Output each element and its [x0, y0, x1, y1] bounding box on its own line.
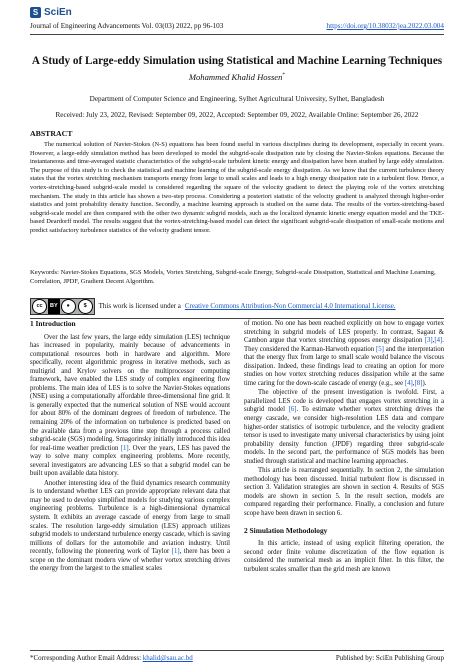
article-dates: Received: July 23, 2022, Revised: September 09, 2022, Accepted: September 09, 2022, Available Online: September 26, 2022 — [55, 111, 419, 119]
page-footer — [30, 654, 444, 662]
methodology-paragraph-1: In this article, instead of using explicit filtering operation, the second order finite volume discretization of the flow equation is considered the numerical mesh as an implicit filter. In this filter, the turbulent scales smaller than the grid mesh are known — [244, 540, 444, 573]
citation-ref[interactable]: [1] — [171, 548, 180, 556]
logo-text: SciEn — [44, 7, 72, 18]
intro-paragraph-2 — [30, 480, 230, 574]
keywords — [30, 268, 444, 286]
citation-ref[interactable]: [5] — [375, 345, 384, 353]
text-run: ). — [422, 379, 427, 387]
abstract-heading: ABSTRACT — [30, 129, 73, 138]
journal-citation: Journal of Engineering Advancements Vol. 03(03) 2022, pp 96-103 — [30, 22, 224, 30]
keywords-list: Navier-Stokes Equations, SGS Models, Vortex Stretching, Subgrid-scale Energy, Subgrid-scale Dissipation, Statistical and Machine Learning, Correlation, JPDF, Gradient Decent Algorithm. — [30, 269, 436, 285]
intro-paragraph-1 — [30, 334, 230, 479]
corresponding-author — [30, 654, 193, 662]
intro-paragraph-continued — [244, 320, 444, 388]
text-run: , — [412, 379, 415, 387]
text-run: Over the last few years, the large eddy simulation (LES) technique has increased in popularity, mainly because of advancements in computational resources both in hardware and algorithm. More specifically, recent algorithmic progress in iterative methods, such as multigrid and Krylov solvers on the multiprocessor computing framework, have enabled the LES study of complex engineering flow problems. The main idea of LES is to solve the Navier-Stokes equations (NSE) using a computationally affordable three-dimensional fine grid. It is generally expected that the numerical solution of NSE would account for about 80% of the dominant degrees of freedom of turbulence. The remaining 20% of the information on turbulence is predicted based on the available data from a previous time step through a process called subgrid-scale (SGS) modeling. Smagorinsky initially introduced this idea for real-time weather prediction — [30, 333, 230, 452]
citation-ref[interactable]: [1] — [120, 444, 129, 452]
affiliation: Department of Computer Science and Engineering, Sylhet Agricultural University, Sylhet, Bangladesh — [89, 95, 385, 103]
text-run: Another interesting idea of the fluid dynamics research community is to understand whether LES can provide appropriate relevant data that may be used to develop simplified models for studying various complex engineering problems. Turbulence is a high-dimensional dynamical system. It exhibits an average cascade of energy from large to small scales. The resolution large-eddy simulation (LES) approach utilizes subgrid models to understand turbulence energy cascade, which is saving millions of dollars for the automobile and aviation industry. Until recently, following the pioneering work of Taylor — [30, 479, 230, 556]
right-column — [244, 320, 444, 575]
author-mark: * — [282, 72, 286, 79]
citation-ref[interactable]: [6] — [288, 406, 297, 414]
journal-header — [30, 22, 444, 33]
license-divider — [30, 318, 444, 319]
header-divider — [30, 34, 444, 35]
keywords-label: Keywords: — [30, 269, 59, 276]
cc-by-label: BY — [48, 299, 60, 314]
license-text: This work is licensed under a — [98, 302, 181, 310]
author-line — [30, 72, 444, 82]
text-run: , there has been a scope on the dominant modern view of whether vortex stretching drives the energy from the largest to the smallest scales — [30, 548, 230, 573]
text-run: , — [432, 337, 435, 345]
license-row — [30, 296, 444, 316]
citation-ref[interactable]: [8] — [414, 379, 423, 387]
paper-title: A Study of Large-eddy Simulation using Statistical and Machine Learning Techniques — [31, 55, 443, 67]
publisher-logo — [30, 7, 72, 18]
intro-paragraph-3 — [244, 389, 444, 466]
citation-ref[interactable]: [4] — [404, 379, 413, 387]
cc-license-badge-icon[interactable] — [30, 298, 95, 315]
citation-ref[interactable]: [4] — [434, 337, 443, 345]
footer-divider — [30, 650, 444, 651]
introduction-heading: 1 Introduction — [30, 319, 76, 328]
methodology-heading: 2 Simulation Methodology — [244, 525, 328, 535]
author-name: Mohammed Khalid Hossen — [188, 72, 283, 82]
noncommercial-icon: $ — [78, 299, 93, 314]
left-column — [30, 320, 230, 575]
abstract-text: The numerical solution of Navier-Stokes (N-S) equations has been found useful in various disciplines during its development, especially in recent years. However, a large-eddy simulation method has been developed to model the subgrid-scale dissipation rate by closing the Navier-Stokes equations. Because the instantaneous and time-averaged statistic characteristics of the subgrid-scale turbulent kinetic energy and dissipation have been studied by large eddy simulation. The purpose of this study is to check the statistical and machine learning of the subgrid-scale energy dissipation. As we know that the current turbulence theory states that the vortex stretching mechanism transports energy from large to small scales and leads to a high energy dissipation rate in a turbulent flow. Hence, a vortex-stretching-based subgrid-scale model is considered regarding the square of the velocity gradient to detect the playing role of the vortex stretching mechanism. The study in this article has shown a two-step process. Considering a posteriori statistic of the velocity gradient is analyzed through higher-order statistics and joint probability density function. Secondly, a machine learning approach is studied on the same data. The results of the vortex-stretching-based subgrid-scale model are then compared with the other two dynamic subgrid models, such as the localized dynamic kinetic energy equation model and the TKE-based Deardorff model. The results suggest that the vortex-stretching-based model can detect the significant subgrid-scale dissipation of small-scale motions and predict satisfactory turbulence statistics of the velocity gradient tensor. — [30, 141, 444, 234]
text-run: of motion. No one has been reached explicitly on how to engage vortex stretching in subgrid models of LES properly. In contrast, Sagaut & Cambon argue that vortex stretching opposes energy dissipation — [244, 320, 444, 345]
cc-icon: cc — [32, 299, 47, 314]
text-run: The objective of the present investigation is twofold. First, a parallelized LES code is developed that engages vortex stretching in a subgrid model — [244, 389, 444, 414]
text-run: . Over the years, LES has paved the way to solve many complex engineering problems. More recently, several investigators are advancing LES so that a subgrid model can be built upon available data history. — [30, 444, 230, 478]
citation-ref[interactable]: [3] — [424, 337, 433, 345]
text-run: . To estimate whether vortex stretching drives the energy cascade, we consider high-resolution LES data and compare higher-order statistics of isotropic turbulence, and the velocity gradient tensor is used to investigate many universal characteristics by using joint probability density function (JPDF) regarding three subgrid-scale models. In the second part, the performance of SGS models has been studied through statistical and machine learning approaches. — [244, 406, 445, 465]
text-run: . They considered the Karman-Harwoth equation — [244, 337, 444, 353]
sciEn-logo-icon: S — [30, 7, 41, 18]
author-email-link[interactable]: khalid@sau.ac.bd — [142, 654, 193, 662]
intro-paragraph-4: This article is rearranged sequentially. In section 2, the simulation methodology has been discussed. Initial turbulent flow is discussed in section 3. Validation strategies are shown in section 4. Results of SGS models are shown in section 5. In the result section, models are compared regarding their performance. Finally, a conclusion and future scope have been drawn in section 6. — [244, 467, 444, 518]
text-run: and the interpretation that the energy flux from large to small scale would balance the viscous dissipation. Indeed, these findings lead to creating an option for more studies on how vortex stretching reduces dissipation while at the same time caring for the down-scale cascade of energy (e.g., see — [244, 345, 444, 387]
corresponding-label: *Corresponding Author Email Address: — [30, 654, 142, 662]
publisher-credit: Published by: SciEn Publishing Group — [335, 654, 444, 662]
doi-link[interactable]: https://doi.org/10.38032/jea.2022.03.004 — [326, 22, 444, 30]
license-link[interactable]: Creative Commons Attribution-Non Commercial 4.0 International License. — [184, 302, 396, 310]
person-icon: ● — [61, 299, 76, 314]
